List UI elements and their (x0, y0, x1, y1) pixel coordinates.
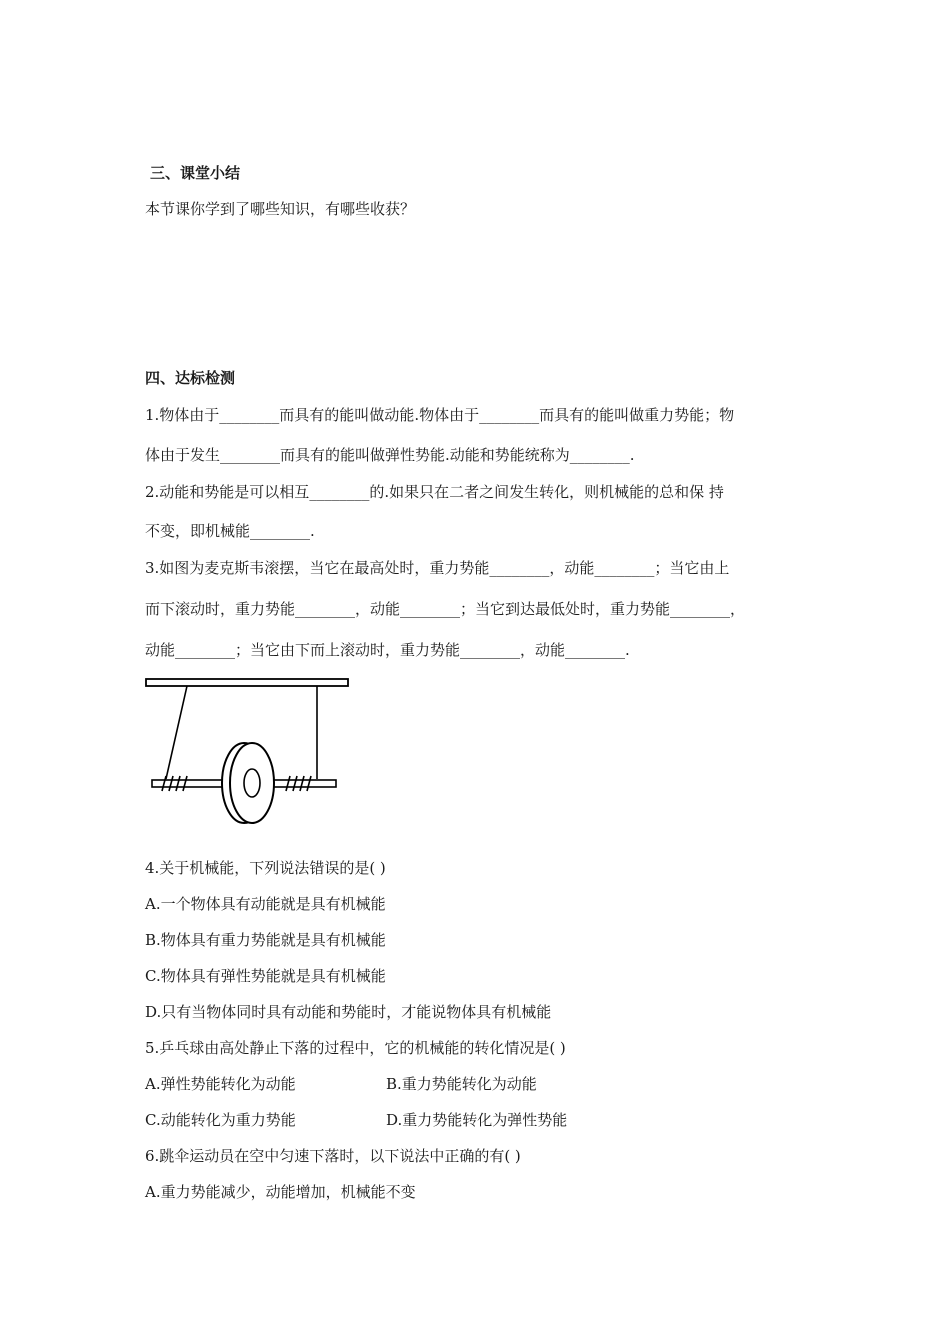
section3-heading: 三、课堂小结 (150, 164, 241, 182)
q1-line1: 1.物体由于________而具有的能叫做动能.物体由于________而具有的能叫做重力势能；物 (145, 406, 735, 424)
q5-option-c: C.动能转化为重力势能 (145, 1111, 296, 1129)
q1-line2: 体由于发生________而具有的能叫做弹性势能.动能和势能统称为________. (145, 446, 635, 464)
q5-option-d: D.重力势能转化为弹性势能 (386, 1111, 568, 1129)
section3-prompt: 本节课你学到了哪些知识，有哪些收获？ (145, 200, 416, 218)
q3-line2: 而下滚动时，重力势能________，动能________；当它到达最低处时，重力势能________， (145, 600, 746, 618)
q5-stem: 5.乒乓球由高处静止下落的过程中，它的机械能的转化情况是( ) (145, 1039, 566, 1057)
section4-heading: 四、达标检测 (145, 369, 236, 387)
q3-line1: 3.如图为麦克斯韦滚摆，当它在最高处时，重力势能________，动能________；当它由上 (145, 559, 730, 577)
q5-option-a: A.弹性势能转化为动能 (145, 1075, 296, 1093)
q4-option-c: C.物体具有弹性势能就是具有机械能 (145, 967, 386, 985)
q4-stem: 4.关于机械能，下列说法错误的是( ) (145, 859, 386, 877)
q5-option-b: B.重力势能转化为动能 (386, 1075, 537, 1093)
q6-stem: 6.跳伞运动员在空中匀速下落时，以下说法中正确的有( ) (145, 1147, 521, 1165)
maxwell-pendulum-figure (140, 672, 355, 832)
q6-option-a: A.重力势能减少，动能增加，机械能不变 (145, 1183, 416, 1201)
q4-option-a: A.一个物体具有动能就是具有机械能 (145, 895, 386, 913)
q4-option-b: B.物体具有重力势能就是具有机械能 (145, 931, 386, 949)
q4-option-d: D.只有当物体同时具有动能和势能时，才能说物体具有机械能 (145, 1003, 552, 1021)
q3-line3: 动能________；当它由下而上滚动时，重力势能________，动能________. (145, 641, 630, 659)
q2-line2: 不变，即机械能________. (145, 522, 315, 540)
q2-line1: 2.动能和势能是可以相互________的.如果只在二者之间发生转化，则机械能的总和保 持 (145, 483, 724, 501)
